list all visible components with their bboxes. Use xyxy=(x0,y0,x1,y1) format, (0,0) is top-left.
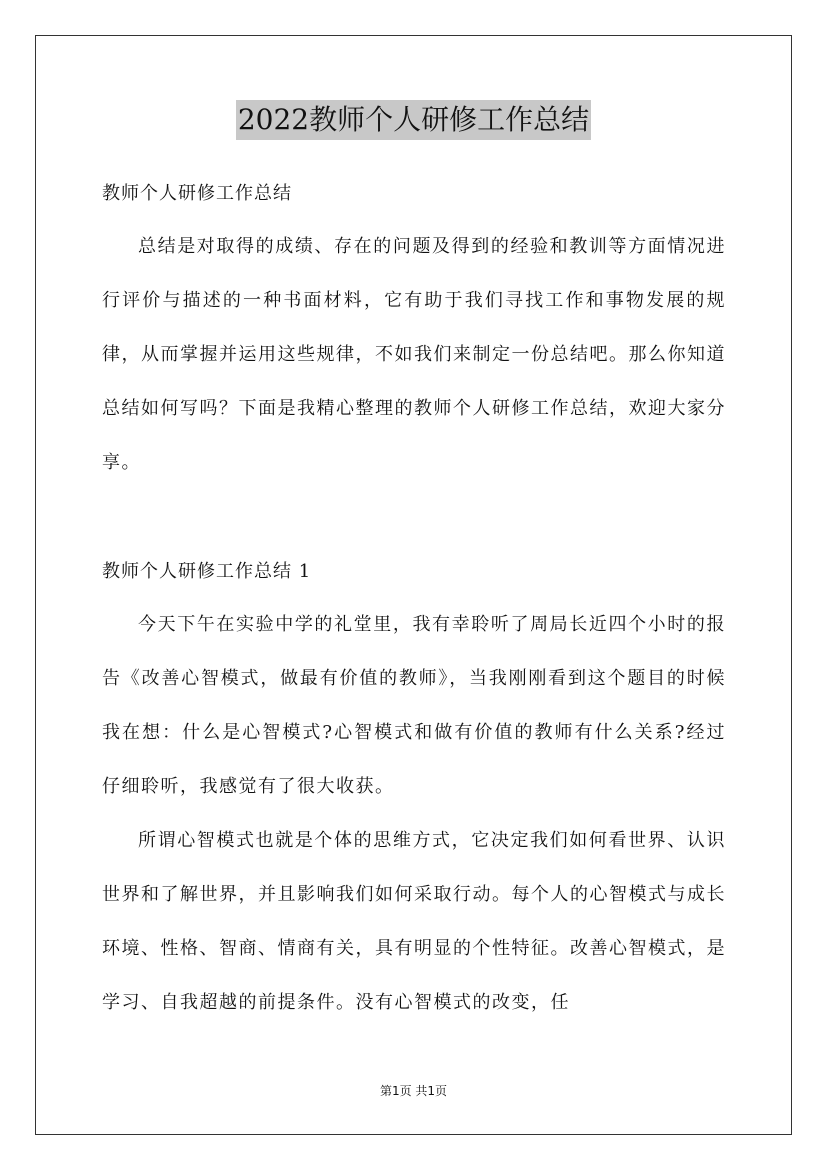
document-body xyxy=(102,168,726,1030)
section1-paragraph-1: 今天下午在实验中学的礼堂里，我有幸聆听了周局长近四个小时的报告《改善心智模式，做最有价值的教师》，当我刚刚看到这个题目的时候我在想：什么是心智模式?心智模式和做有价值的教师有什么关系?经过仔细聆听，我感觉有了很大收获。 xyxy=(102,614,726,797)
section1-heading: 教师个人研修工作总结 1 xyxy=(102,561,312,582)
page-footer: 第1页 共1页 xyxy=(379,1084,448,1098)
section1-paragraph-2: 所谓心智模式也就是个体的思维方式，它决定我们如何看世界、认识世界和了解世界，并且影响我们如何采取行动。每个人的心智模式与成长环境、性格、智商、情商有关，具有明显的个性特征。改善心智模式，是学习、自我超越的前提条件。没有心智模式的改变，任 xyxy=(102,830,726,1013)
document-title: 2022教师个人研修工作总结 xyxy=(236,100,591,140)
section-spacer xyxy=(102,490,726,546)
title-container xyxy=(0,100,827,140)
intro-paragraph: 总结是对取得的成绩、存在的问题及得到的经验和教训等方面情况进行评价与描述的一种书面材料，它有助于我们寻找工作和事物发展的规律，从而掌握并运用这些规律，不如我们来制定一份总结吧。那么你知道总结如何写吗？下面是我精心整理的教师个人研修工作总结，欢迎大家分享。 xyxy=(102,236,726,473)
intro-heading: 教师个人研修工作总结 xyxy=(102,183,292,204)
